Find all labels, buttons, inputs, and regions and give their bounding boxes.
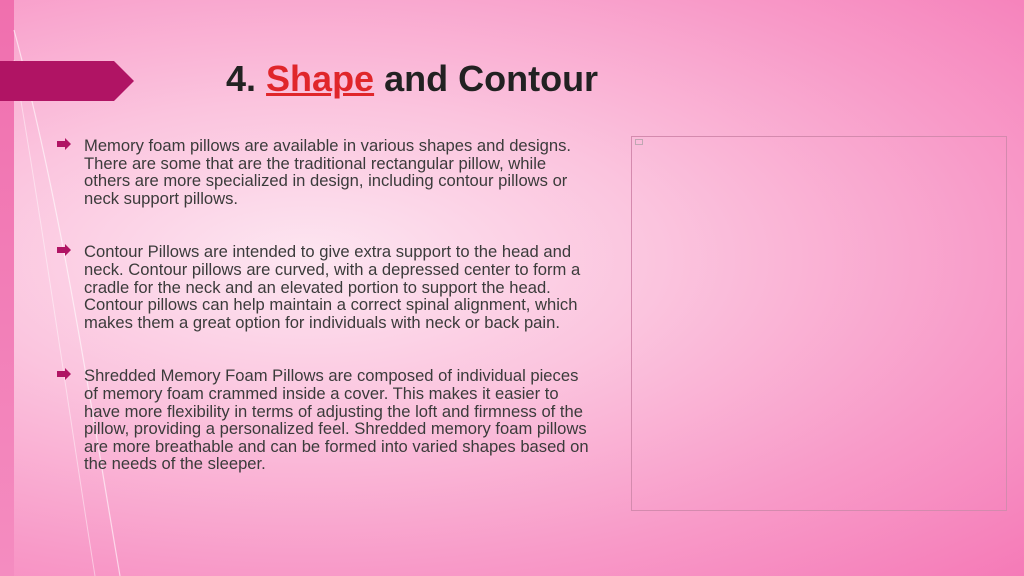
image-placeholder <box>631 136 1007 511</box>
arrow-bullet-icon <box>56 368 72 380</box>
title-number: 4. <box>226 58 257 99</box>
list-item <box>56 243 596 331</box>
list-item <box>56 367 596 473</box>
slide-title <box>226 58 598 100</box>
list-item <box>56 137 596 207</box>
arrow-bullet-icon <box>56 138 72 150</box>
broken-image-icon <box>635 139 643 145</box>
bullet-text: Memory foam pillows are available in various shapes and designs. There are some that are the traditional rectangular pillow, while others are more specialized in design, including contour pillows or neck support pillows. <box>84 136 571 208</box>
title-accent-link[interactable]: Shape <box>266 58 375 99</box>
title-arrow-shape <box>0 61 134 101</box>
title-rest: and Contour <box>384 58 599 99</box>
bullet-text: Shredded Memory Foam Pillows are composed of individual pieces of memory foam crammed inside a cover. This makes it easier to have more flexibility in terms of adjusting the loft and firmness of the pillow, providing a personalized feel. Shredded memory foam pillows are more breathable and can be formed into varied shapes based on the needs of the sleeper. <box>84 366 589 474</box>
bullet-list <box>56 137 596 509</box>
bullet-text: Contour Pillows are intended to give extra support to the head and neck. Contour pillows are curved, with a depressed center to form a cradle for the neck and an elevated portion to support the head. Contour pillows can help maintain a correct spinal alignment, which makes them a great option for individuals with neck or back pain. <box>84 242 581 332</box>
arrow-bullet-icon <box>56 244 72 256</box>
